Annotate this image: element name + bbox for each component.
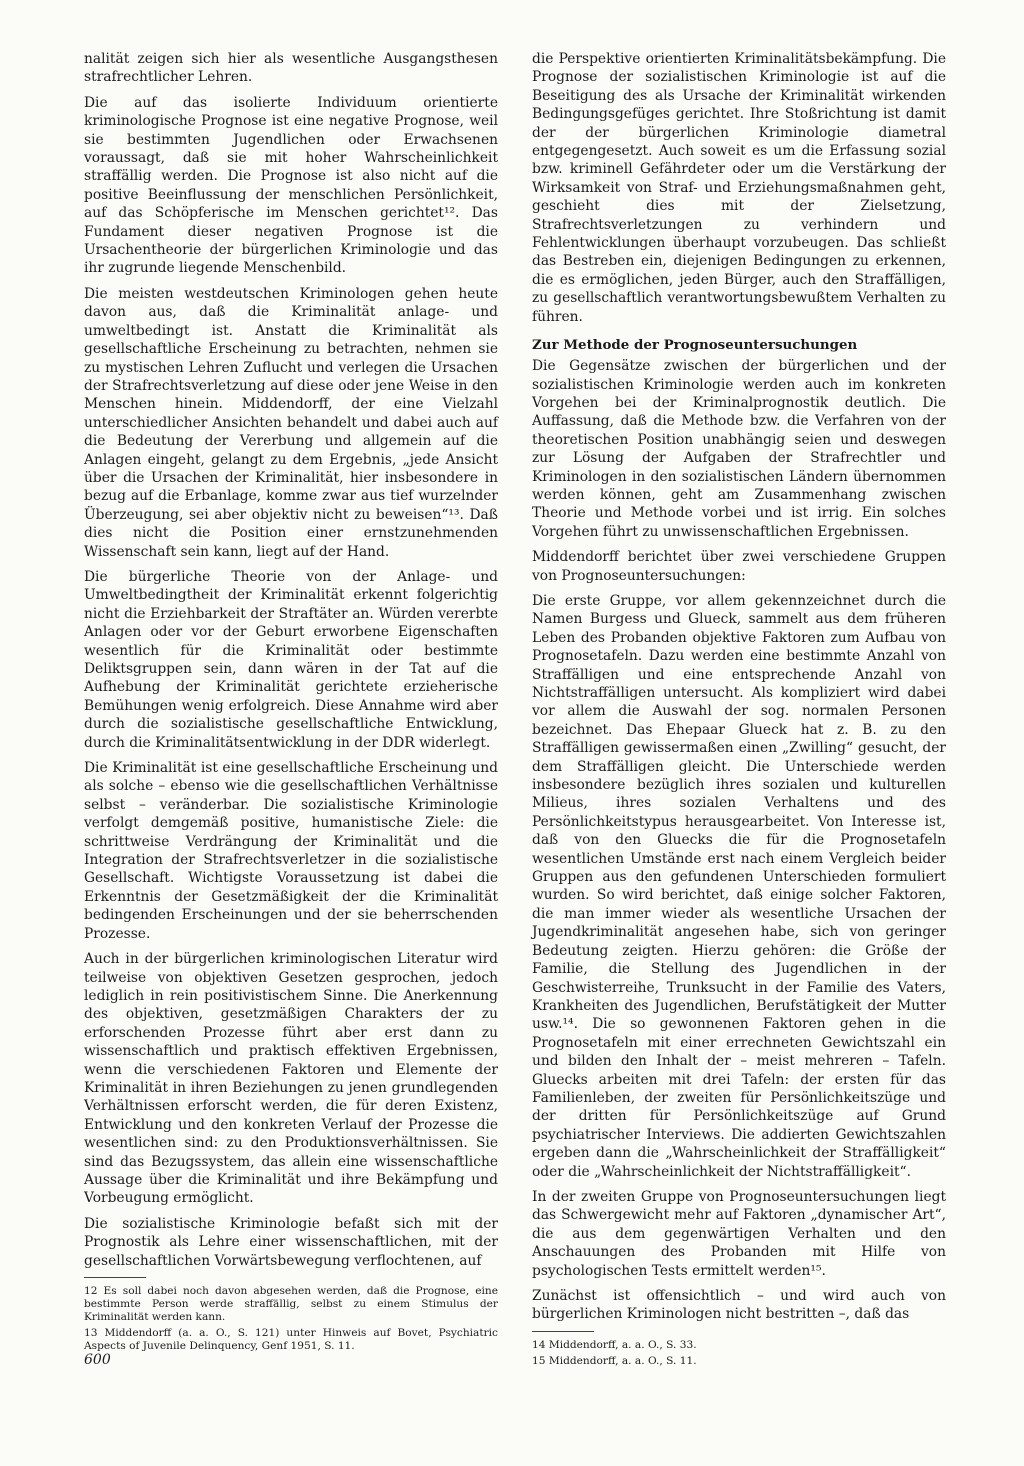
body-paragraph: nalität zeigen sich hier als wesentliche Ausgangsthesen strafrechtlicher Lehren. [84,51,498,86]
footnote: 12 Es soll dabei noch davon abgesehen werden, daß die Prognose, eine bestimmte Person werde straffällig, selbst zu einem Stimulus der Kriminalität werden kann. [84,1285,498,1323]
body-paragraph: Die sozialistische Kriminologie befaßt sich mit der Prognostik als Lehre einer wissenschaftlichen, mit der gesellschaftlichen Vorwärtsbewegung verflochtenen, auf [84,1215,498,1269]
page-number: 600 [84,1352,111,1368]
footnote: 13 Middendorff (a. a. O., S. 121) unter Hinweis auf Bovet, Psychiatric Aspects of Juvenile Delinquency, Genf 1951, S. 11. [84,1327,498,1352]
body-paragraph: Auch in der bürgerlichen kriminologischen Literatur wird teilweise von objektiven Gesetzen gesprochen, jedoch lediglich in rein positivistischem Sinne. Die Anerkennung des objektiven, gesetzmäßigen Charakters der zu erforschenden Prozesse führt aber erst dann zu wissenschaftlich und praktisch effektiven Ergebnissen, wenn die verschiedenen Faktoren und Elemente der Kriminalität in ihren Beziehungen zu jenen grundlegenden Verhältnissen erforscht werden, die für deren Existenz, Entwicklung und den konkreten Verlauf der Prozesse die wesentlichen sind: zu den Produktionsverhältnissen. Sie sind das Bezugssystem, das allein eine wissenschaftliche Aussage über die Kriminalität und ihre Bekämpfung und Vorbeugung ermöglicht. [84,951,498,1207]
body-paragraph: Die Gegensätze zwischen der bürgerlichen und der sozialistischen Kriminologie werden auch im konkreten Vorgehen bei der Kriminalprognostik deutlich. Die Auffassung, daß die Methode bzw. die Verfahren von der theoretischen Position unabhängig seien und deswegen zur Lösung der Aufgaben der Strafrechtler und Kriminologen in den sozialistischen Ländern übernommen werden können, geht am Zusammenhang zwischen Theorie und Methode vorbei und ist irrig. Ein solches Vorgehen führt zu unwissenschaftlichen Ergebnissen. [532,358,946,540]
body-paragraph: Middendorff berichtet über zwei verschiedene Gruppen von Prognoseuntersuchungen: [532,549,946,584]
body-paragraph: In der zweiten Gruppe von Prognoseuntersuchungen liegt das Schwergewicht mehr auf Faktoren „dynamischer Art“, die aus dem gegenwärtigen Verhalten und den Anschauungen des Probanden mit Hilfe von psychologischen Tests ermittelt werden¹⁵. [532,1188,946,1279]
footnote-divider [532,1331,594,1332]
body-paragraph: Die erste Gruppe, vor allem gekennzeichnet durch die Namen Burgess und Glueck, sammelt aus dem früheren Leben des Probanden objektive Faktoren zum Aufbau von Prognosetafeln. Dazu werden eine bestimmte Anzahl von Straffälligen und eine entsprechende Anzahl von Nichtstraffälligen untersucht. Als kompliziert wird dabei vor allem die Auswahl der sog. normalen Personen bezeichnet. Das Ehepaar Glueck hat z. B. zu den Straffälligen gewissermaßen einen „Zwilling“ gesucht, der dem Straffälligen gleicht. Die Unterschiede werden insbesondere bezüglich ihres sozialen und kulturellen Milieus, ihres sozialen Verhaltens und des Persönlichkeitstypus herausgearbeitet. Von Interesse ist, daß von den Gluecks die für die Prognosetafeln wesentlichen Umstände erst nach einem Vergleich beider Gruppen aus den gefundenen Unterschieden formuliert wurden. So wird berichtet, daß einige solcher Faktoren, die man immer wieder als wesentliche Ursachen der Jugendkriminalität angesehen habe, sich von geringer Bedeutung zeigten. Hierzu gehören: die Größe der Familie, die Stellung des Jugendlichen in der Geschwisterreihe, Trunksucht in der Familie des Vaters, Krankheiten des Jugendlichen, Berufstätigkeit der Mutter usw.¹⁴. Die so gewonnenen Faktoren gehen in die Prognosetafeln mit einer errechneten Gewichtszahl ein und bilden den Inhalt der – meist mehreren – Tafeln. Gluecks arbeiten mit drei Tafeln: der ersten für das Familienleben, der zweiten für Persönlichkeitszüge und der dritten für Persönlichkeitszüge auf Grund psychiatrischer Interviews. Die addierten Gewichtszahlen ergeben dann die „Wahrscheinlichkeit der Straffälligkeit“ oder die „Wahrscheinlichkeit der Nichtstraffälligkeit“. [532,592,946,1180]
footnote-divider [84,1277,146,1278]
section-heading: Zur Methode der Prognoseuntersuchungen [532,337,858,354]
body-paragraph: Zunächst ist offensichtlich – und wird auch von bürgerlichen Kriminologen nicht bestritten –, daß das [532,1288,946,1323]
left-column [84,50,498,1356]
body-paragraph: Die bürgerliche Theorie von der Anlage- und Umweltbedingtheit der Kriminalität erkennt folgerichtig nicht die Erziehbarkeit der Straftäter an. Würden vererbte Anlagen oder vor der Geburt erworbene Eigenschaften wesentlich für die Kriminalität oder bestimmte Deliktsgruppen sein, dann wären in der Tat auf die Aufhebung der Kriminalität gerichtete erzieherische Bemühungen wenig erfolgreich. Diese Annahme wird aber durch die sozialistische gesellschaftliche Entwicklung, durch die Kriminalitätsentwicklung in der DDR widerlegt. [84,568,498,751]
footnote: 15 Middendorff, a. a. O., S. 11. [532,1354,697,1367]
body-paragraph: die Perspektive orientierten Kriminalitätsbekämpfung. Die Prognose der sozialistischen Kriminologie ist auf die Beseitigung des als Ursache der Kriminalität wirkenden Bedingungsgefüges gerichtet. Ihre Stoßrichtung ist damit der der bürgerlichen Kriminologie diametral entgegengesetzt. Auch soweit es um die Erfassung sozial bzw. kriminell Gefährdeter oder um die Verstärkung der Wirksamkeit von Straf- und Erziehungsmaßnahmen geht, geschieht dies mit der Zielsetzung, Strafrechtsverletzungen zu verhindern und Fehlentwicklungen überhaupt vorzubeugen. Das schließt das Bestreben ein, diejenigen Bedingungen zu erkennen, die es ermöglichen, jeden Bürger, auch den Straffälligen, zu gesellschaftlich verantwortungsbewußtem Verhalten zu führen. [532,51,946,325]
body-paragraph: Die auf das isolierte Individuum orientierte kriminologische Prognose ist eine negative Prognose, weil sie bestimmten Jugendlichen oder Erwachsenen voraussagt, daß sie mit hoher Wahrscheinlichkeit straffällig werden. Die Prognose ist also nicht auf die positive Beeinflussung der menschlichen Persönlichkeit, auf das Schöpferische im Menschen gerichtet¹². Das Fundament dieser negativen Prognose ist die Ursachentheorie der bürgerlichen Kriminologie und das ihr zugrunde liegende Menschenbild. [84,94,498,277]
footnote: 14 Middendorff, a. a. O., S. 33. [532,1338,697,1351]
right-column [532,50,946,1371]
body-paragraph: Die meisten westdeutschen Kriminologen gehen heute davon aus, daß die Kriminalität anlage- und umweltbedingt ist. Anstatt die Kriminalität als gesellschaftliche Erscheinung zu betrachten, nehmen sie zu mystischen Lehren Zuflucht und verlegen die Ursachen der Strafrechtsverletzung auf diese oder jene Weise in den Menschen hinein. Middendorff, der eine Vielzahl unterschiedlicher Ansichten behandelt und dabei auch auf die Bedeutung der Vererbung und allgemein auf die Anlagen eingeht, gelangt zu dem Ergebnis, „jede Ansicht über die Ursachen der Kriminalität, hier insbesondere in bezug auf die Erbanlage, komme zwar aus tief wurzelnder Überzeugung, sei aber objektiv nicht zu beweisen“¹³. Daß dies nicht die Position einer ernstzunehmenden Wissenschaft sein kann, liegt auf der Hand. [84,285,498,560]
body-paragraph: Die Kriminalität ist eine gesellschaftliche Erscheinung und als solche – ebenso wie die gesellschaftlichen Verhältnisse selbst – veränderbar. Die sozialistische Kriminologie verfolgt demgemäß positive, humanistische Ziele: die schrittweise Verdrängung der Kriminalität und die Integration der Strafrechtsverletzer in die sozialistische Gesellschaft. Wichtigste Voraussetzung ist dabei die Erkenntnis der Gesetzmäßigkeit der die Kriminalität bedingenden Erscheinungen und der sie beherrschenden Prozesse. [84,760,498,942]
